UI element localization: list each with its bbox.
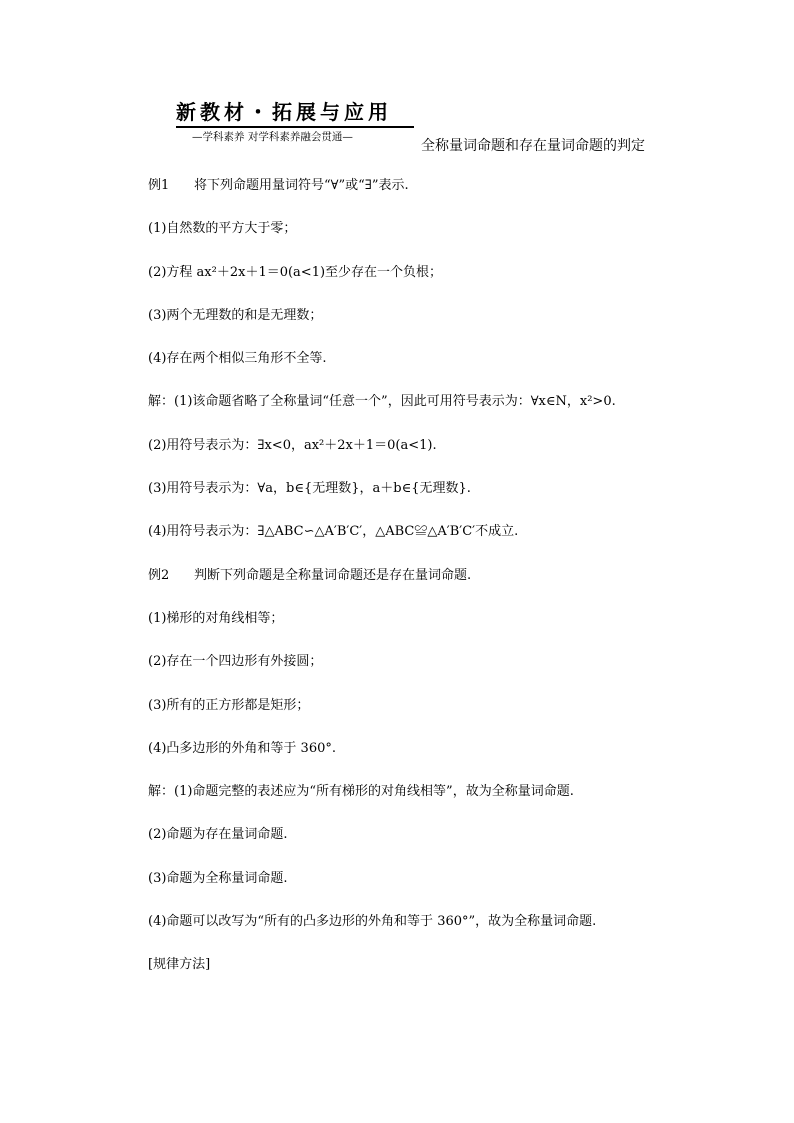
example1-item: (2)方程 ax²＋2x＋1＝0(a<1)至少存在一个负根；	[148, 264, 443, 280]
example1-solution-line: (2)用符号表示为：∃x<0，ax²＋2x＋1＝0(a<1).	[148, 437, 437, 453]
example1-heading	[148, 176, 708, 196]
example1-solution-line: (4)用符号表示为：∃△ABC∽△A′B′C′，△ABC≌△A′B′C′不成立.	[148, 524, 519, 540]
method-heading: [规律方法]	[148, 957, 211, 973]
example2-prompt: 判断下列命题是全称量词命题还是存在量词命题.	[194, 567, 472, 583]
banner-underline	[176, 126, 414, 128]
example2-item: (3)所有的正方形都是矩形；	[148, 697, 310, 713]
example2-solution-line: (4)命题可以改写为“所有的凸多边形的外角和等于 360°”，故为全称量词命题.	[148, 914, 597, 930]
example1-prompt: 将下列命题用量词符号“∀”或“∃”表示.	[194, 178, 409, 193]
example2-solution-line: (2)命题为存在量词命题.	[148, 827, 288, 843]
example2-item: (2)存在一个四边形有外接圆；	[148, 654, 323, 670]
section-banner	[176, 100, 426, 144]
example1-solution-line: 解：(1)该命题省略了全称量词“任意一个”，因此可用符号表示为：∀x∈N，x²>0.	[148, 394, 616, 410]
example1-item: (1)自然数的平方大于零；	[148, 221, 297, 237]
topic-title: 全称量词命题和存在量词命题的判定	[421, 138, 645, 154]
example1-item: (4)存在两个相似三角形不全等.	[148, 351, 327, 367]
example1-solution-line: (3)用符号表示为：∀a，b∈{无理数}，a＋b∈{无理数}.	[148, 481, 471, 497]
example2-heading	[148, 566, 708, 586]
example2-solution-line: 解：(1)命题完整的表述应为“所有梯形的对角线相等”，故为全称量词命题.	[148, 784, 574, 800]
banner-title: 新教材・拓展与应用	[176, 100, 392, 124]
example2-label: 例2	[148, 567, 170, 583]
example2-item: (4)凸多边形的外角和等于 360°.	[148, 740, 336, 756]
example1-label: 例1	[148, 178, 170, 193]
example1-item: (3)两个无理数的和是无理数；	[148, 307, 323, 323]
example2-solution-line: (3)命题为全称量词命题.	[148, 870, 288, 886]
example2-item: (1)梯形的对角线相等；	[148, 610, 284, 626]
document-body	[148, 176, 708, 999]
banner-subtitle: —学科素养 对学科素养融会贯通—	[192, 131, 353, 143]
